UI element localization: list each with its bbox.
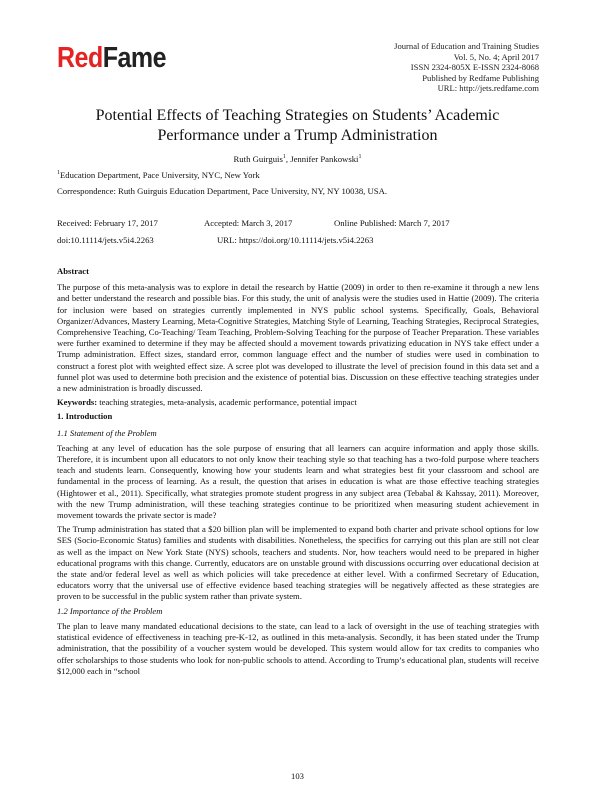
section-1-2-paragraph-1: The plan to leave many mandated educational decisions to the state, can lead to a lack of oversight in the use of teaching strategies with statistical evidence of effectiveness in teaching pre-K-12, as outlined in this meta-analysis. Secondly, it has been stated under the Trump administration, that the possibility of a voucher system would be developed. This system would allow for tax credits to companies who offer scholarships to those students who look for non-public schools to attend. According to Trump’s educational plan, students will receive $12,000 each in “school (57, 620, 539, 676)
received-date: Received: February 17, 2017 (57, 218, 158, 228)
online-date: Online Published: March 7, 2017 (334, 218, 450, 228)
affiliation (57, 170, 260, 181)
author-2-affil: 1 (358, 154, 362, 161)
article-body (57, 266, 539, 677)
author-1: Ruth Guirguis (233, 154, 283, 164)
keywords-label: Keywords: (57, 397, 98, 408)
section-1-2-heading: 1.2 Importance of the Problem (57, 605, 163, 616)
accepted-date: Accepted: March 3, 2017 (204, 218, 293, 228)
journal-publisher: Published by Redfame Publishing (422, 72, 539, 83)
doi-url[interactable]: URL: https://doi.org/10.11114/jets.v5i4.2263 (217, 235, 374, 245)
author-separator: , (285, 154, 291, 164)
journal-volume: Vol. 5, No. 4; April 2017 (453, 51, 539, 62)
keywords (57, 397, 539, 408)
affiliation-text: Education Department, Pace University, NYC, New York (60, 170, 260, 180)
introduction-heading: 1. Introduction (57, 411, 113, 422)
logo-red-part: Red (57, 41, 103, 74)
correspondence: Correspondence: Ruth Guirguis Education Department, Pace University, NY, NY 10038, USA. (57, 186, 388, 196)
article-title (60, 106, 535, 146)
affiliation-number: 1 (57, 170, 60, 177)
logo-dark-part: Fame (102, 41, 167, 74)
title-line-1: Potential Effects of Teaching Strategies on Students’ Academic (95, 107, 500, 124)
title-line-2: Performance under a Trump Administration (157, 127, 438, 144)
doi: doi:10.11114/jets.v5i4.2263 (57, 235, 154, 245)
abstract-text: The purpose of this meta-analysis was to explore in detail the research by Hattie (2009) in order to then re-examine it through a new lens and better understand the research and possible bias. For this study, the unit of analysis were the studies used in Hattie (2009). The criteria for inclusion were based on strategies currently implemented in NYS public school systems. Specifically, Goals, Behavioral Organizer/Advances, Mastery Learning, Meta-Cognitive Strategies, Matching Style of Learning, Teaching Strategies, Reciprocal Strategies, Comprehensive Teaching, Co-Teaching/ Team Teaching, Problem-Solving Teaching for the purpose of Teacher Preparation. These variables were further examined to determine if they may be affected should a movement towards privatizing education in NYS take effect under a Trump administration. Effect sizes, standard error, common language effect and the number of studies were used in combination to construct a forest plot with weighted effect size. A scree plot was developed to illustrate the level of precision found in this data set and a funnel plot was used to determine both precision and the existence of potential bias. Discussion on these effective teaching strategies under a new administration is broadly discussed. (57, 282, 539, 394)
author-2: Jennifer Pankowski (290, 154, 359, 164)
author-list (60, 154, 535, 165)
section-1-1-heading: 1.1 Statement of the Problem (57, 427, 157, 438)
section-1-1-paragraph-2: The Trump administration has stated that a $20 billion plan will be implemented to expand both charter and private school options for low SES (Socio-Economic Status) families and students with disabilities. Nonetheless, the specifics for carrying out this plan are still not clear as well as the impact on New York State (NYS) schools, teachers and students. Nor, how teachers would need to be prepared in higher educational programs with this change. Currently, educators are on unstable ground with discussions occurring over educational decision at the state and/or federal level as well as which policies will take precedence at either level. With a confirmed Secretary of Education, educators worry that the universal use of effective evidence based teaching strategies will be negatively affected as these strategies are proven to be successful in the public system rather than private system. (57, 524, 539, 602)
author-1-affil: 1 (282, 154, 286, 161)
abstract-heading: Abstract (57, 266, 89, 276)
journal-issn: ISSN 2324-805X E-ISSN 2324-8068 (410, 62, 539, 73)
journal-url: URL: http://jets.redfame.com (437, 83, 539, 94)
journal-name: Journal of Education and Training Studies (394, 41, 539, 51)
page-number: 103 (291, 771, 304, 781)
section-1-1-paragraph-1: Teaching at any level of education has the sole purpose of ensuring that all learners can acquire information and apply those skills. Therefore, it is incumbent upon all educators to not only know their teaching style so that teaching has a two-fold purpose where teachers teach and students learn. Consequently, knowing how your students learn and what strategies best fit your classroom and school are fundamental in the process of learning. As a result, the question that arises in education is what are those effective teaching strategies (Hightower et al., 2011). Specifically, what strategies promote student progress in any subject area (Tebabal & Kahssay, 2011). Moreover, with the new Trump administration, will these teaching strategies continue to be prioritized when measuring student achievement in movement towards the private sector is made? (57, 442, 539, 521)
journal-info (394, 41, 539, 94)
publisher-logo (57, 41, 167, 74)
keywords-text: teaching strategies, meta-analysis, academic performance, potential impact (97, 397, 357, 408)
